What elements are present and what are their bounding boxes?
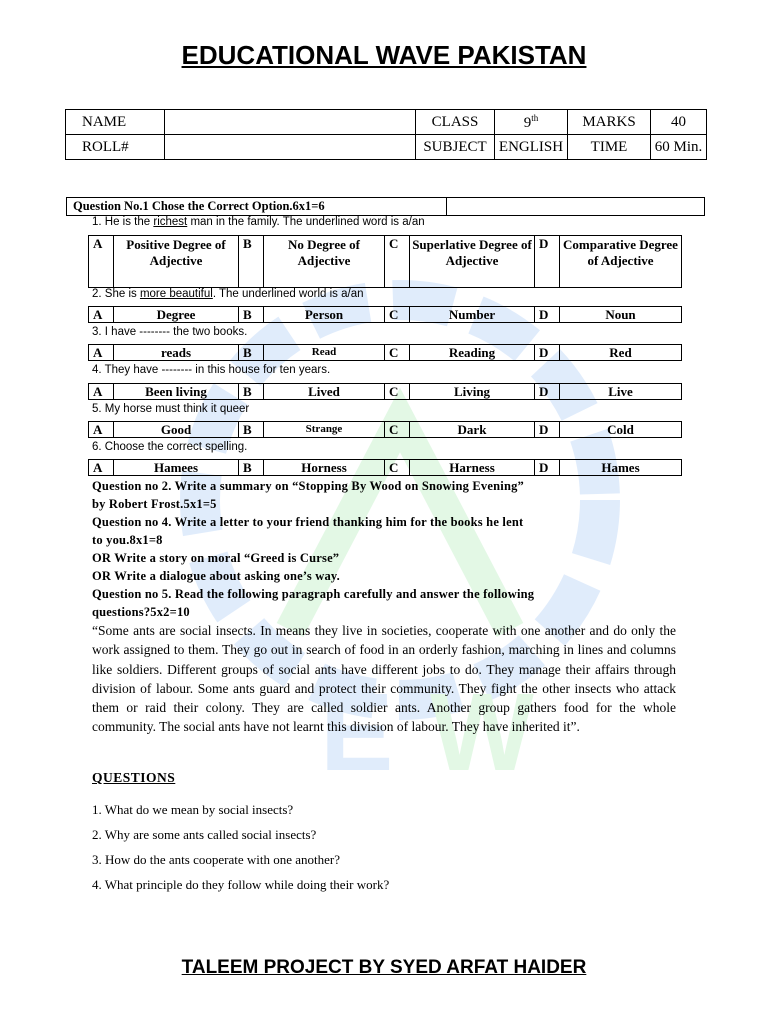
q1-options-4	[88, 383, 682, 400]
option-letter: C	[385, 236, 410, 288]
q4-line: Question no 4. Write a letter to your friend thanking him for the books he lent	[92, 515, 524, 529]
option-text: Reading	[410, 345, 535, 361]
option-letter: B	[239, 345, 264, 361]
q1-heading-box	[66, 197, 705, 216]
roll-label: ROLL#	[66, 135, 165, 160]
q1-stem-5: 5. My horse must think it queer	[92, 403, 250, 415]
option-text: Lived	[264, 384, 385, 400]
option-text: Superlative Degree of Adjective	[410, 236, 535, 288]
time-label: TIME	[568, 135, 651, 160]
page-title: EDUCATIONAL WAVE PAKISTAN	[181, 40, 587, 70]
q2-line: Question no 2. Write a summary on “Stopping By Wood on Snowing Evening”	[92, 479, 525, 493]
q1-options-5	[88, 421, 682, 438]
option-letter: D	[535, 307, 560, 323]
q5-paragraph: “Some ants are social insects. In means they live in societies, cooperate with one another and do only the work assigned to them. They go out in search of food in an orderly fashion, marching in lines and columns like soldiers. Different groups of social ants have different jobs to do. They manage their affairs through division of labour. Some ants guard and protect their community. They fight the other insects who attack them or raid their colony. They are called soldier ants. Another group gathers food for the whole community. The social ants have not learnt this division of labour. They have inherited it”.	[92, 623, 676, 735]
q1-options-3	[88, 344, 682, 361]
roll-field	[165, 135, 416, 160]
option-letter: A	[89, 345, 114, 361]
q1-stem-4: 4. They have -------- in this house for ten years.	[92, 364, 331, 376]
option-letter: D	[535, 236, 560, 288]
option-letter: A	[89, 236, 114, 288]
q5-line: Question no 5. Read the following paragraph carefully and answer the following	[92, 587, 535, 601]
questions-heading: QUESTIONS	[92, 770, 176, 785]
student-info-table	[65, 109, 707, 160]
option-letter: B	[239, 422, 264, 438]
q1-heading: Question No.1 Chose the Correct Option.6x1=6	[67, 198, 447, 215]
q1-stem-6: 6. Choose the correct spelling.	[92, 441, 248, 453]
option-letter: D	[535, 460, 560, 476]
option-letter: C	[385, 345, 410, 361]
option-text: Hamees	[114, 460, 239, 476]
option-letter: A	[89, 384, 114, 400]
question-item: 1. What do we mean by social insects?	[92, 802, 294, 817]
q1-stem-1: 1. He is the richest man in the family. The underlined word is a/an	[92, 216, 425, 228]
question-item: 4. What principle do they follow while doing their work?	[92, 877, 390, 892]
option-text: Been living	[114, 384, 239, 400]
option-text: Horness	[264, 460, 385, 476]
name-label: NAME	[66, 110, 165, 135]
q2-text	[92, 477, 676, 621]
option-text: Degree	[114, 307, 239, 323]
q4-or-dialogue: OR Write a dialogue about asking one’s way.	[92, 569, 340, 583]
option-letter: C	[385, 384, 410, 400]
option-letter: A	[89, 422, 114, 438]
option-text: Person	[264, 307, 385, 323]
option-letter: D	[535, 345, 560, 361]
option-letter: B	[239, 460, 264, 476]
option-text: Noun	[560, 307, 682, 323]
option-letter: A	[89, 460, 114, 476]
option-text: No Degree of Adjective	[264, 236, 385, 288]
option-letter: B	[239, 307, 264, 323]
option-text: Cold	[560, 422, 682, 438]
option-letter: B	[239, 236, 264, 288]
question-item: 3. How do the ants cooperate with one another?	[92, 852, 341, 867]
q1-stem-3: 3. I have -------- the two books.	[92, 326, 248, 338]
option-text: reads	[114, 345, 239, 361]
q2-line: by Robert Frost.5x1=5	[92, 497, 217, 511]
class-label: CLASS	[416, 110, 495, 135]
option-letter: B	[239, 384, 264, 400]
option-text: Number	[410, 307, 535, 323]
name-field	[165, 110, 416, 135]
option-letter: A	[89, 307, 114, 323]
option-text: Strange	[264, 422, 385, 438]
svg-text:W: W	[430, 671, 534, 790]
page-footer: TALEEM PROJECT BY SYED ARFAT HAIDER	[181, 957, 587, 978]
subject-value: ENGLISH	[495, 135, 568, 160]
option-text: Read	[264, 345, 385, 361]
option-text: Comparative Degree of Adjective	[560, 236, 682, 288]
q5-line: questions?5x2=10	[92, 605, 190, 619]
marks-value: 40	[651, 110, 707, 135]
q4-line: to you.8x1=8	[92, 533, 163, 547]
time-value: 60 Min.	[651, 135, 707, 160]
option-text: Good	[114, 422, 239, 438]
q1-options-1	[88, 235, 682, 288]
option-letter: D	[535, 384, 560, 400]
option-text: Positive Degree of Adjective	[114, 236, 239, 288]
marks-label: MARKS	[568, 110, 651, 135]
option-text: Living	[410, 384, 535, 400]
option-text: Hames	[560, 460, 682, 476]
class-value: 9th	[495, 110, 568, 135]
q1-options-6	[88, 459, 682, 476]
q1-stem-2: 2. She is more beautiful. The underlined world is a/an	[92, 288, 364, 300]
option-text: Live	[560, 384, 682, 400]
svg-text:E: E	[320, 671, 394, 790]
q1-options-2	[88, 306, 682, 323]
option-text: Dark	[410, 422, 535, 438]
subject-label: SUBJECT	[416, 135, 495, 160]
option-text: Harness	[410, 460, 535, 476]
option-letter: D	[535, 422, 560, 438]
option-letter: C	[385, 460, 410, 476]
question-item: 2. Why are some ants called social insects?	[92, 827, 317, 842]
q4-or-story: OR Write a story on moral “Greed is Curse”	[92, 551, 340, 565]
option-text: Red	[560, 345, 682, 361]
option-letter: C	[385, 422, 410, 438]
option-letter: C	[385, 307, 410, 323]
